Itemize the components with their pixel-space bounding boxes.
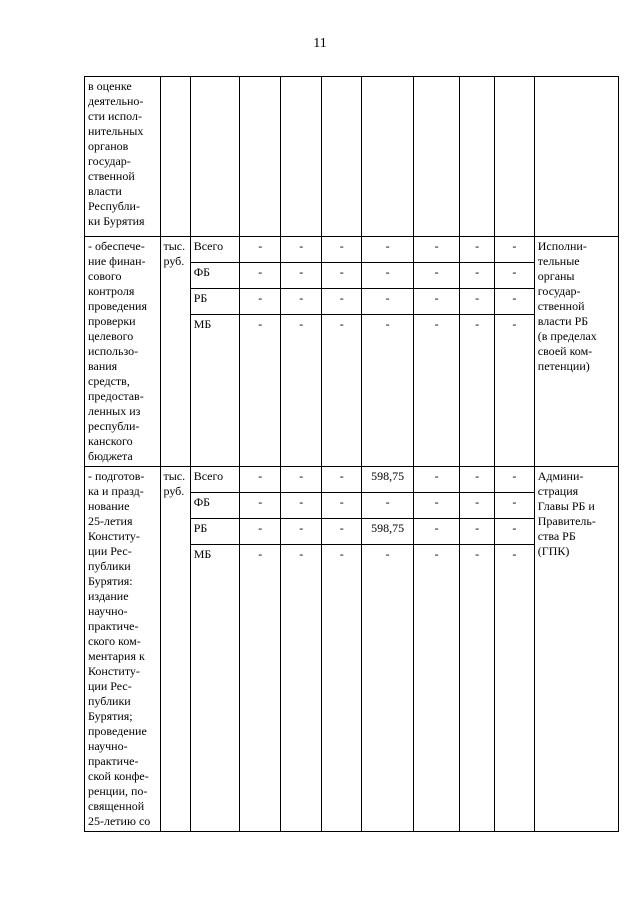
value-cell: -	[322, 315, 362, 467]
unit-label: тыс. руб.	[163, 239, 186, 268]
funding-source: Всего	[190, 237, 240, 263]
responsible-cell	[534, 77, 618, 237]
value-cell: -	[460, 289, 495, 315]
unit-cell	[160, 467, 190, 832]
funding-source: ФБ	[190, 493, 240, 519]
value-cell: -	[240, 467, 281, 493]
responsible-executor: Админи- страция Главы РБ и Правитель- ства РБ (ГПК)	[537, 469, 596, 558]
value-cell: -	[494, 545, 534, 832]
activity-description: - обеспече- ние финан- сового контроля проведения проверки целевого использо- вания средств, предостав- ленных из республи- канского бюджета	[88, 239, 147, 463]
value-cell: -	[362, 493, 414, 519]
value-cell: -	[362, 545, 414, 832]
value-cell: -	[494, 467, 534, 493]
value-cell: -	[413, 493, 459, 519]
value-cell: -	[460, 263, 495, 289]
value-cell: 598,75	[362, 467, 414, 493]
value-cell: -	[460, 315, 495, 467]
responsible-cell	[534, 467, 618, 832]
activity-description: - подготов- ка и празд- нование 25-летия Конститу- ции Рес- публики Бурятия: издание научно- практиче- ского ком- ментария к Конститу- ции Рес- публики Бурятия; проведение научно- практиче- ской конфе- ренции, по- священной 25-летию со	[88, 469, 151, 828]
value-cell: -	[460, 519, 495, 545]
value-cell: 598,75	[362, 519, 414, 545]
value-cell: -	[362, 289, 414, 315]
value-cell: -	[460, 237, 495, 263]
value-cell: -	[240, 237, 281, 263]
value-cell	[281, 77, 322, 237]
funding-source: ФБ	[190, 263, 240, 289]
value-cell: -	[281, 263, 322, 289]
activity-description-cell	[85, 237, 161, 467]
responsible-cell	[534, 237, 618, 467]
value-cell: -	[240, 493, 281, 519]
table-row	[85, 237, 619, 263]
value-cell: -	[281, 315, 322, 467]
activity-description-cell	[85, 467, 161, 832]
value-cell: -	[460, 493, 495, 519]
value-cell: -	[413, 545, 459, 832]
unit-cell	[160, 77, 190, 237]
value-cell: -	[322, 237, 362, 263]
page-number: 11	[313, 36, 327, 51]
value-cell: -	[494, 263, 534, 289]
value-cell: -	[494, 519, 534, 545]
activity-description-cell	[85, 77, 161, 237]
funding-source: РБ	[190, 289, 240, 315]
value-cell: -	[460, 545, 495, 832]
unit-cell	[160, 237, 190, 467]
activity-description: в оценке деятельно- сти испол- нительных органов государ- ственной власти Республи- ки Бурятия	[88, 79, 145, 228]
value-cell: -	[362, 315, 414, 467]
responsible-executor: Исполни- тельные органы государ- ственной власти РБ (в пределах своей ком- петенции)	[537, 239, 597, 373]
funding-source: РБ	[190, 519, 240, 545]
value-cell: -	[281, 289, 322, 315]
value-cell: -	[413, 263, 459, 289]
value-cell: -	[281, 237, 322, 263]
value-cell: -	[413, 237, 459, 263]
value-cell: -	[240, 289, 281, 315]
value-cell: -	[460, 467, 495, 493]
value-cell: -	[281, 545, 322, 832]
value-cell: -	[494, 289, 534, 315]
value-cell: -	[281, 493, 322, 519]
value-cell: -	[240, 519, 281, 545]
value-cell: -	[413, 467, 459, 493]
value-cell: -	[240, 315, 281, 467]
value-cell: -	[281, 467, 322, 493]
value-cell: -	[322, 263, 362, 289]
value-cell	[413, 77, 459, 237]
value-cell: -	[281, 519, 322, 545]
value-cell: -	[322, 467, 362, 493]
value-cell: -	[322, 493, 362, 519]
unit-label: тыс. руб.	[163, 469, 186, 498]
value-cell: -	[362, 237, 414, 263]
value-cell: -	[494, 315, 534, 467]
table-row	[85, 467, 619, 493]
value-cell: -	[413, 519, 459, 545]
program-table	[84, 76, 619, 832]
value-cell	[240, 77, 281, 237]
funding-source: Всего	[190, 467, 240, 493]
value-cell: -	[240, 545, 281, 832]
value-cell: -	[322, 289, 362, 315]
value-cell	[322, 77, 362, 237]
value-cell: -	[362, 263, 414, 289]
value-cell: -	[240, 263, 281, 289]
value-cell: -	[413, 289, 459, 315]
source-cell	[190, 77, 240, 237]
value-cell	[362, 77, 414, 237]
funding-source: МБ	[190, 545, 240, 832]
value-cell	[460, 77, 495, 237]
value-cell: -	[322, 519, 362, 545]
funding-source: МБ	[190, 315, 240, 467]
table-row	[85, 77, 619, 237]
value-cell: -	[494, 493, 534, 519]
value-cell	[494, 77, 534, 237]
value-cell: -	[494, 237, 534, 263]
value-cell: -	[413, 315, 459, 467]
value-cell: -	[322, 545, 362, 832]
